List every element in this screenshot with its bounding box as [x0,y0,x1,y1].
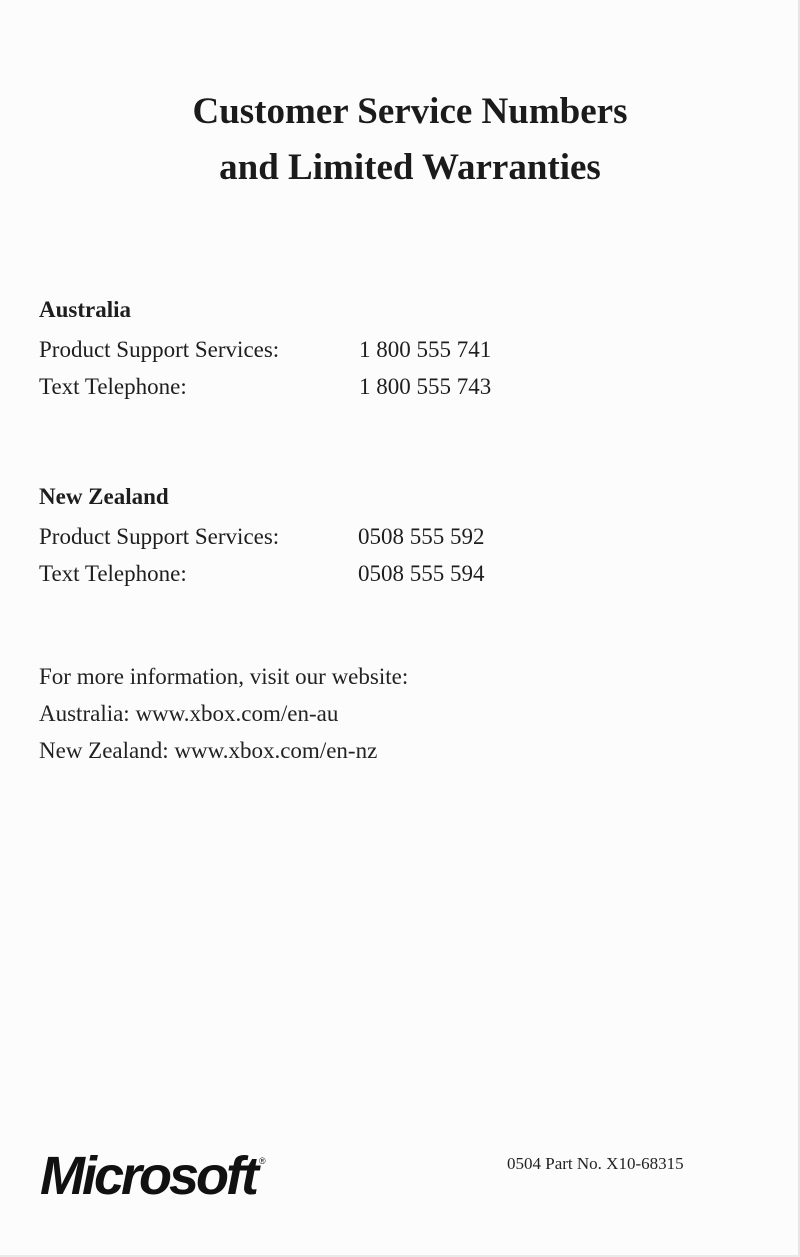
part-number: 0504 Part No. X10-68315 [507,1154,684,1173]
contact-row-text-telephone [39,368,599,405]
contact-label: Product Support Services: [39,337,280,362]
contact-row-text-telephone [39,555,599,592]
website-info [39,658,408,769]
phone-number: 0508 555 594 [358,561,485,586]
region-australia [39,294,599,405]
phone-number: 1 800 555 741 [359,337,492,362]
logo-wordmark: Microsoft [40,1146,256,1206]
microsoft-logo [40,1128,266,1209]
registered-mark: ® [259,1156,266,1166]
contact-label: Product Support Services: [39,524,280,549]
contact-row-product-support [39,518,599,555]
region-new-zealand [39,481,599,592]
title-line-1: Customer Service Numbers [192,91,628,132]
title-line-2: and Limited Warranties [219,147,601,188]
phone-number: 0508 555 592 [358,524,485,549]
website-australia: Australia: www.xbox.com/en-au [39,701,339,726]
phone-number: 1 800 555 743 [359,374,492,399]
region-heading: Australia [39,297,131,322]
page-title [0,84,800,196]
contact-label: Text Telephone: [39,561,187,586]
contact-row-product-support [39,331,599,368]
contact-label: Text Telephone: [39,374,187,399]
region-heading: New Zealand [39,484,169,509]
website-new-zealand: New Zealand: www.xbox.com/en-nz [39,738,378,763]
website-intro: For more information, visit our website: [39,664,409,689]
